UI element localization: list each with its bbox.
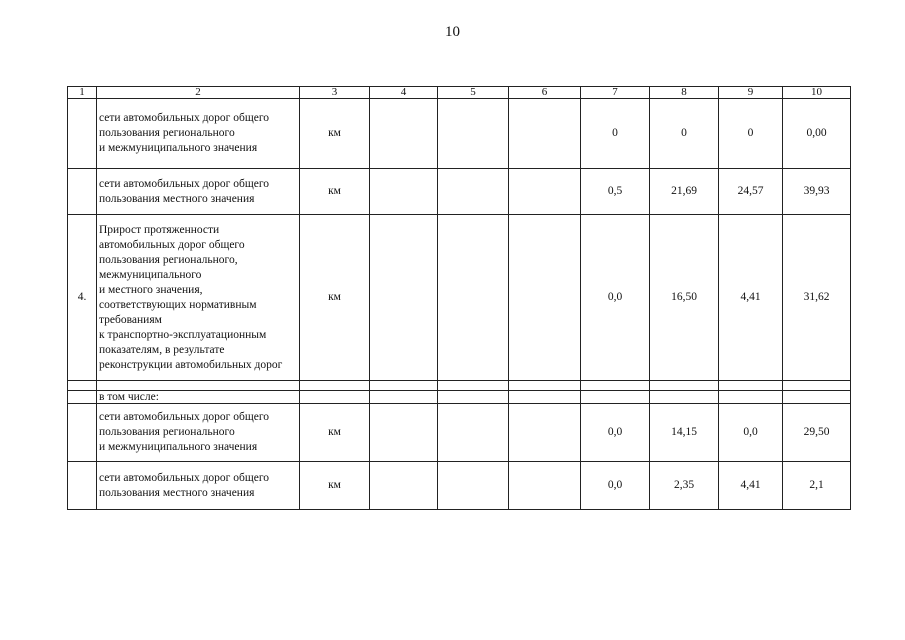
header-cell: 1 xyxy=(68,87,97,99)
cell-col4 xyxy=(370,462,438,510)
row-unit: км xyxy=(300,215,370,381)
cell-col6 xyxy=(509,169,581,215)
cell-col9: 0 xyxy=(719,99,783,169)
table-row xyxy=(68,215,851,381)
cell-col8: 2,35 xyxy=(650,462,719,510)
row-description: сети автомобильных дорог общего пользования местного значения xyxy=(97,169,300,215)
table-row xyxy=(68,169,851,215)
cell-col5 xyxy=(438,99,509,169)
cell-col5 xyxy=(438,462,509,510)
cell-col6 xyxy=(509,99,581,169)
cell-col8: 21,69 xyxy=(650,169,719,215)
cell-col7 xyxy=(581,381,650,391)
row-description: в том числе: xyxy=(97,391,300,404)
cell-col5 xyxy=(438,215,509,381)
indicators-table xyxy=(67,86,851,510)
row-description xyxy=(97,381,300,391)
header-cell: 10 xyxy=(783,87,851,99)
row-number xyxy=(68,391,97,404)
table-row xyxy=(68,99,851,169)
cell-col6 xyxy=(509,391,581,404)
cell-col10: 0,00 xyxy=(783,99,851,169)
cell-col6 xyxy=(509,462,581,510)
cell-col7: 0,0 xyxy=(581,404,650,462)
cell-col7: 0,0 xyxy=(581,215,650,381)
cell-col4 xyxy=(370,404,438,462)
cell-col9: 4,41 xyxy=(719,462,783,510)
cell-col5 xyxy=(438,169,509,215)
cell-col6 xyxy=(509,404,581,462)
header-cell: 3 xyxy=(300,87,370,99)
row-unit: км xyxy=(300,169,370,215)
row-unit: км xyxy=(300,462,370,510)
row-description: сети автомобильных дорог общего пользования местного значения xyxy=(97,462,300,510)
cell-col9: 4,41 xyxy=(719,215,783,381)
row-unit xyxy=(300,381,370,391)
cell-col9 xyxy=(719,381,783,391)
cell-col10: 29,50 xyxy=(783,404,851,462)
cell-col5 xyxy=(438,391,509,404)
header-cell: 9 xyxy=(719,87,783,99)
header-row xyxy=(68,87,851,99)
row-description: сети автомобильных дорог общего пользования регионального и межмуниципального значения xyxy=(97,99,300,169)
cell-col7: 0 xyxy=(581,99,650,169)
page-number: 10 xyxy=(445,24,460,40)
row-number xyxy=(68,404,97,462)
header-cell: 2 xyxy=(97,87,300,99)
row-description: Прирост протяженности автомобильных дорог общего пользования регионального, межмуниципального и местного значения, соответствующих нормативным требованиям к транспортно-эксплуатационным показателям, в результате реконструкции автомобильных дорог xyxy=(97,215,300,381)
header-cell: 8 xyxy=(650,87,719,99)
cell-col7: 0,5 xyxy=(581,169,650,215)
cell-col10 xyxy=(783,381,851,391)
table-row xyxy=(68,404,851,462)
cell-col8: 16,50 xyxy=(650,215,719,381)
row-number xyxy=(68,381,97,391)
cell-col10: 39,93 xyxy=(783,169,851,215)
cell-col9 xyxy=(719,391,783,404)
cell-col9: 0,0 xyxy=(719,404,783,462)
row-number xyxy=(68,462,97,510)
cell-col6 xyxy=(509,215,581,381)
cell-col10: 31,62 xyxy=(783,215,851,381)
cell-col8: 14,15 xyxy=(650,404,719,462)
cell-col8 xyxy=(650,391,719,404)
cell-col10: 2,1 xyxy=(783,462,851,510)
row-unit: км xyxy=(300,99,370,169)
table-row xyxy=(68,381,851,391)
header-cell: 5 xyxy=(438,87,509,99)
row-unit xyxy=(300,391,370,404)
header-cell: 7 xyxy=(581,87,650,99)
row-number xyxy=(68,169,97,215)
cell-col9: 24,57 xyxy=(719,169,783,215)
table-row xyxy=(68,391,851,404)
cell-col4 xyxy=(370,169,438,215)
cell-col8: 0 xyxy=(650,99,719,169)
header-cell: 6 xyxy=(509,87,581,99)
cell-col7 xyxy=(581,391,650,404)
cell-col4 xyxy=(370,381,438,391)
header-cell: 4 xyxy=(370,87,438,99)
cell-col4 xyxy=(370,215,438,381)
cell-col5 xyxy=(438,404,509,462)
cell-col10 xyxy=(783,391,851,404)
row-number xyxy=(68,99,97,169)
row-unit: км xyxy=(300,404,370,462)
row-number: 4. xyxy=(68,215,97,381)
row-description: сети автомобильных дорог общего пользования регионального и межмуниципального значения xyxy=(97,404,300,462)
cell-col5 xyxy=(438,381,509,391)
cell-col8 xyxy=(650,381,719,391)
cell-col7: 0,0 xyxy=(581,462,650,510)
cell-col4 xyxy=(370,391,438,404)
cell-col4 xyxy=(370,99,438,169)
cell-col6 xyxy=(509,381,581,391)
table-row xyxy=(68,462,851,510)
